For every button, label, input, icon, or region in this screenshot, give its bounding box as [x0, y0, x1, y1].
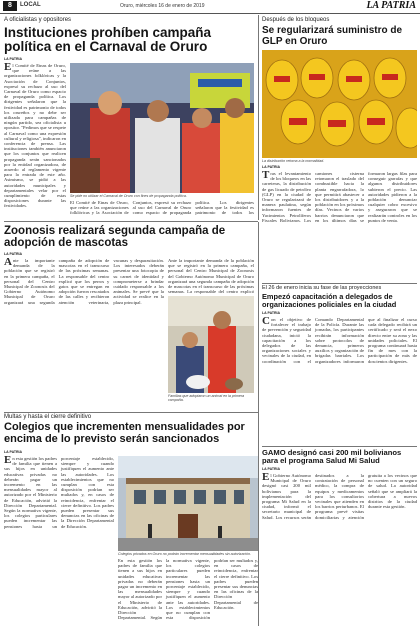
dateline: Oruro, miércoles 16 de enero de 2019 — [120, 3, 205, 9]
horizontal-rule-mid — [4, 412, 258, 413]
story5-body: En esta gestión los padres de familia que tienen a sus hijos en unidades educativas privadas no deberán pagar un incremento en las mensualidades mayor al autorizado por el Ministerio de Educación, advirtió la Dirección Departamental. Según la normativa vigente, los colegios particulares pueden incrementar las pensiones hasta un porcentaje establecido, siempre y cuando justifiquen el aumento ante las autoridades. Los establecimientos que no cumplan con esta disposición podrían ser multados y, en casos de reincidencia, enfrentar el cierre definitivo. Los padres pueden presentar sus denuncias en las oficinas de la Dirección Departamental de Educación. — [4, 456, 114, 529]
story3-label: LA PATRIA — [4, 252, 23, 256]
story2-kicker: Después de los bloqueos — [262, 17, 330, 23]
horizontal-rule-right — [262, 283, 417, 284]
page-header — [0, 0, 420, 14]
story4-label: LA PATRIA — [262, 311, 281, 315]
adoption-photo-illustration — [168, 296, 254, 393]
story1-photo — [70, 63, 254, 193]
story3-photo — [168, 296, 254, 393]
story5-caption: Colegios privados en Oruro no podrán incrementar mensualidades sin autorización. — [118, 552, 252, 556]
story1-body-col: El Comité de Etnas de Oruro, que reúne a las organizaciones folklóricas y la Asociación de Conjuntos, expresó su rechazo al uso del Carnaval de Oruro como espacio de propaganda política. Los dirigentes señalaron que la festividad es patrimonio de todos los orureños y no debe ser utilizada para campañas de ningún partido, sea oficialista u opositor. "Pedimos que se respete al Carnaval como una expresión cultural y religiosa", indicaron en conferencia de prensa. Las instituciones también anunciaron que los conjuntos que realicen propaganda serán sancionados por la entidad organizadora, de acuerdo al reglamento vigente para la entrada de este año. Asimismo, se pidió a las autoridades municipales y departamentales velar por el cumplimiento de estas disposiciones durante las festividades. — [4, 63, 66, 209]
story3-caption: Familias que adoptaron un animal en la primera campaña. — [168, 394, 245, 402]
story2-headline: Se regularizará suministro de GLP en Oruro — [262, 25, 403, 47]
story3-headline-box — [4, 225, 254, 249]
story3-headline: Zoonosis realizará segunda campaña de adopción de mascotas — [4, 225, 226, 250]
story4-headline-box — [262, 293, 417, 309]
story1-label: LA PATRIA — [4, 57, 23, 61]
horizontal-rule-right-2 — [262, 446, 417, 447]
masthead: LA PATRIA — [366, 0, 416, 11]
story5-headline: Colegios que incrementen mensualidades por encima de lo previsto serán sancionados — [4, 421, 245, 445]
story2-label: LA PATRIA — [262, 165, 281, 169]
story1-caption: Se pide no utilizar el Carnaval de Oruro con fines de propaganda política. — [70, 194, 187, 198]
story5-label: LA PATRIA — [4, 450, 23, 454]
story2-headline-box — [262, 26, 417, 47]
carnival-photo-illustration — [70, 63, 254, 193]
story5-body-cont: En esta gestión los padres de familia que tienen a sus hijos en unidades educativas privadas no deberán pagar un incremento en las mensualidades mayor al autorizado por el Ministerio de Educación, advirtió la Dirección Departamental. Según la normativa vigente, los colegios particulares pueden incrementar las pensiones hasta un porcentaje establecido, siempre y cuando justifiquen el aumento ante las autoridades. Los establecimientos que no cumplan con esta disposición podrían ser multados y, en casos de reincidencia, enfrentar el cierre definitivo. Los padres pueden presentar sus denuncias en las oficinas de la Dirección Departamental de Educación. — [118, 558, 258, 621]
story6-headline-box — [262, 449, 417, 465]
story2-body: Tras el levantamiento de los bloqueos en las carreteras, la distribución de gas licuado de petróleo (GLP) en la ciudad de Oruro se regularizará de manera paulatina, según informaron fuentes de Yacimientos Petrolíferos Fiscales Bolivianos. Los camiones cisterna retomaron el traslado del combustible hacia la planta engarrafadora, lo que permitirá abastecer a los distribuidores y a la población en los próximos días. Vecinos de varios barrios denunciaron que en los últimos días se formaron largas filas para conseguir garrafas y que algunos distribuidores subieron el precio. Las autoridades pidieron a la población denunciar cualquier cobro excesivo y aseguraron que se realizarán controles en los puntos de venta. — [262, 171, 417, 223]
story2-photo — [262, 50, 417, 158]
horizontal-rule — [4, 221, 258, 222]
story2-caption: La distribución retorna a la normalidad. — [262, 159, 325, 163]
column-divider — [258, 15, 259, 220]
story1-body-cont: El Comité de Etnas de Oruro, que reúne a las organizaciones folklóricas y la Asociación de Conjuntos, expresó su rechazo al uso del Carnaval de Oruro como espacio de propaganda política. Los dirigentes señalaron que la festividad es patrimonio de todos los — [70, 200, 254, 216]
story6-label: LA PATRIA — [262, 467, 281, 471]
section-name: LOCAL — [20, 2, 41, 8]
story5-kicker: Multas y hasta el cierre definitivo — [4, 414, 92, 420]
story5-photo — [118, 456, 258, 551]
page-number: 8 — [3, 1, 17, 11]
school-building-illustration — [118, 456, 258, 551]
gas-cylinders-illustration — [262, 50, 417, 158]
story1-headline-box — [4, 26, 252, 54]
story6-headline: GAMO designó casi 200 mil bolivianos para el programa Salud Mi Salud — [262, 448, 402, 465]
story4-headline: Empezó capacitación a delegados de organizaciones policiales en la ciudad — [262, 292, 397, 309]
story3-body: Ante la importante demanda de la población que se registró en la primera campaña, el personal del Centro Municipal de Zoonosis del Gobierno Autónomo Municipal de Oruro organizará una segunda campaña de adopción de mascotas en el transcurso de las próximas semanas. La responsable del centro explicó que los perros y gatos que se entregan en adopción fueron rescatados de las calles y recibieron atención veterinaria, vacunas y desparasitación. Los interesados deberán presentar una fotocopia de su carnet de identidad y comprometerse a brindar cuidado responsable a los animales. Se prevé que la actividad se realice en la plaza principal. — [4, 258, 164, 305]
story3-body-cont: Ante la importante demanda de la población que se registró en la primera campaña, el personal del Centro Municipal de Zoonosis del Gobierno Autónomo Municipal de Oruro organizará una segunda campaña de adopción de mascotas en el transcurso de las próximas semanas. La responsable del centro explicó — [168, 258, 254, 294]
story4-kicker: El 26 de enero inicia su fase de las proyecciones — [262, 285, 382, 291]
column-divider-lower — [258, 222, 259, 626]
story1-headline: Instituciones prohíben campaña política en el Carnaval de Oruro — [4, 25, 212, 55]
story6-body: El Gobierno Autónomo Municipal de Oruro designó casi 200 mil bolivianos para la implementación del programa Mi Salud en la ciudad, informó el secretario municipal de Salud. Los recursos serán destinados a la contratación de personal médico, la compra de equipos y medicamentos para los consultorios vecinales que atienden en los barrios periurbanos. El programa prevé visitas domiciliarias y atención gratuita a los vecinos que no cuenten con un seguro de salud. La autoridad señaló que se ampliará la cobertura a nuevos distritos de la ciudad durante esta gestión. — [262, 473, 417, 520]
story5-headline-box — [4, 422, 258, 445]
story1-kicker: A oficialistas y opositores — [4, 17, 72, 23]
story4-body: Con el objetivo de fortalecer el trabajo de prevención y seguridad ciudadana, inició la capacitación a los delegados de las organizaciones sociales y vecinales de la ciudad, en coordinación con el Comando Departamental de la Policía. Durante las jornadas, los participantes recibirán información sobre protocolos de denuncia, primeros auxilios y organización de brigadas barriales. Los organizadores informaron que al finalizar el curso cada delegado recibirá un certificado y será el nexo directo entre su zona y las unidades policiales. El programa continuará hasta fin de mes con la participación de más de doscientos dirigentes. — [262, 317, 417, 364]
